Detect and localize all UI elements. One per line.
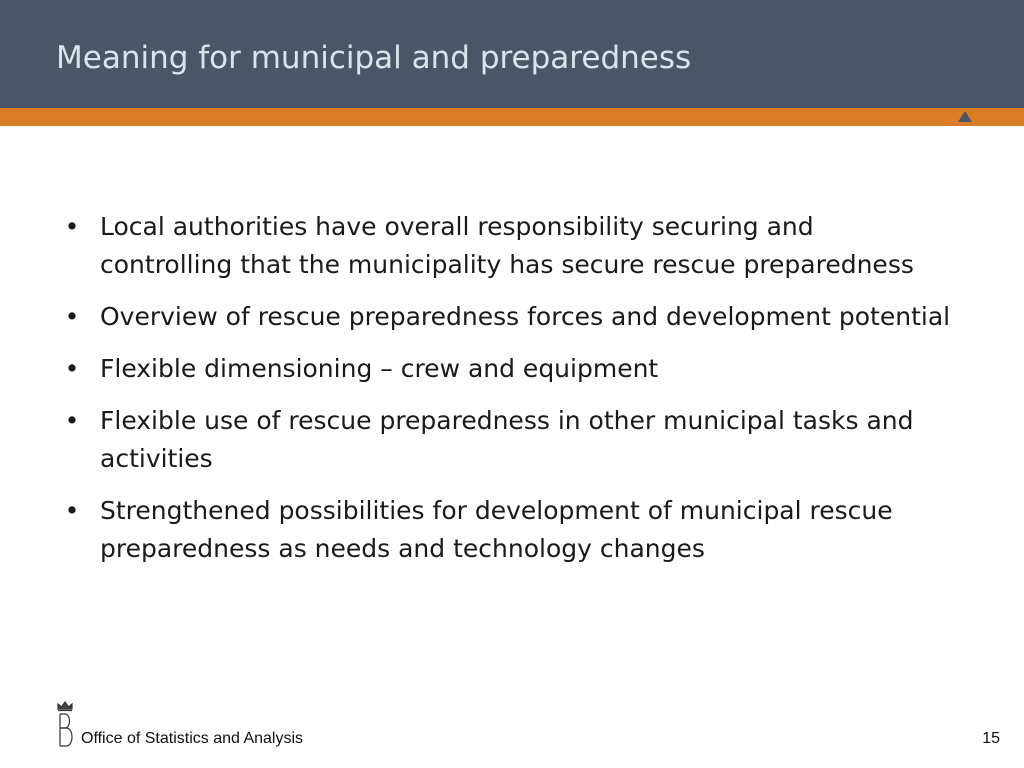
footer-organization: Office of Statistics and Analysis — [81, 730, 304, 747]
bullet-text: Flexible use of rescue preparedness in other municipal tasks and activities — [100, 406, 914, 473]
bullet-item — [62, 402, 952, 478]
bullet-text: Local authorities have overall responsibility securing and controlling that the municipality has secure rescue preparedness — [100, 212, 914, 279]
title-band — [0, 0, 1024, 108]
triangle-up-icon[interactable] — [958, 111, 972, 122]
bullet-item — [62, 350, 952, 388]
bullet-icon: • — [64, 354, 80, 383]
bullet-item — [62, 298, 952, 336]
slide-title: Meaning for municipal and preparedness — [56, 40, 692, 76]
bullet-list — [62, 208, 952, 582]
bullet-icon: • — [64, 496, 80, 525]
bullet-icon: • — [64, 212, 80, 241]
bullet-text: Strengthened possibilities for development of municipal rescue preparedness as needs and technology changes — [100, 496, 893, 563]
accent-bar — [0, 108, 1024, 126]
bullet-icon: • — [64, 406, 80, 435]
bullet-item — [62, 492, 952, 568]
crowned-b-logo-icon — [54, 699, 76, 749]
page-number: 15 — [982, 730, 1000, 747]
bullet-text: Overview of rescue preparedness forces and development potential — [100, 302, 951, 331]
bullet-item — [62, 208, 952, 284]
bullet-icon: • — [64, 302, 80, 331]
bullet-text: Flexible dimensioning – crew and equipment — [100, 354, 659, 383]
